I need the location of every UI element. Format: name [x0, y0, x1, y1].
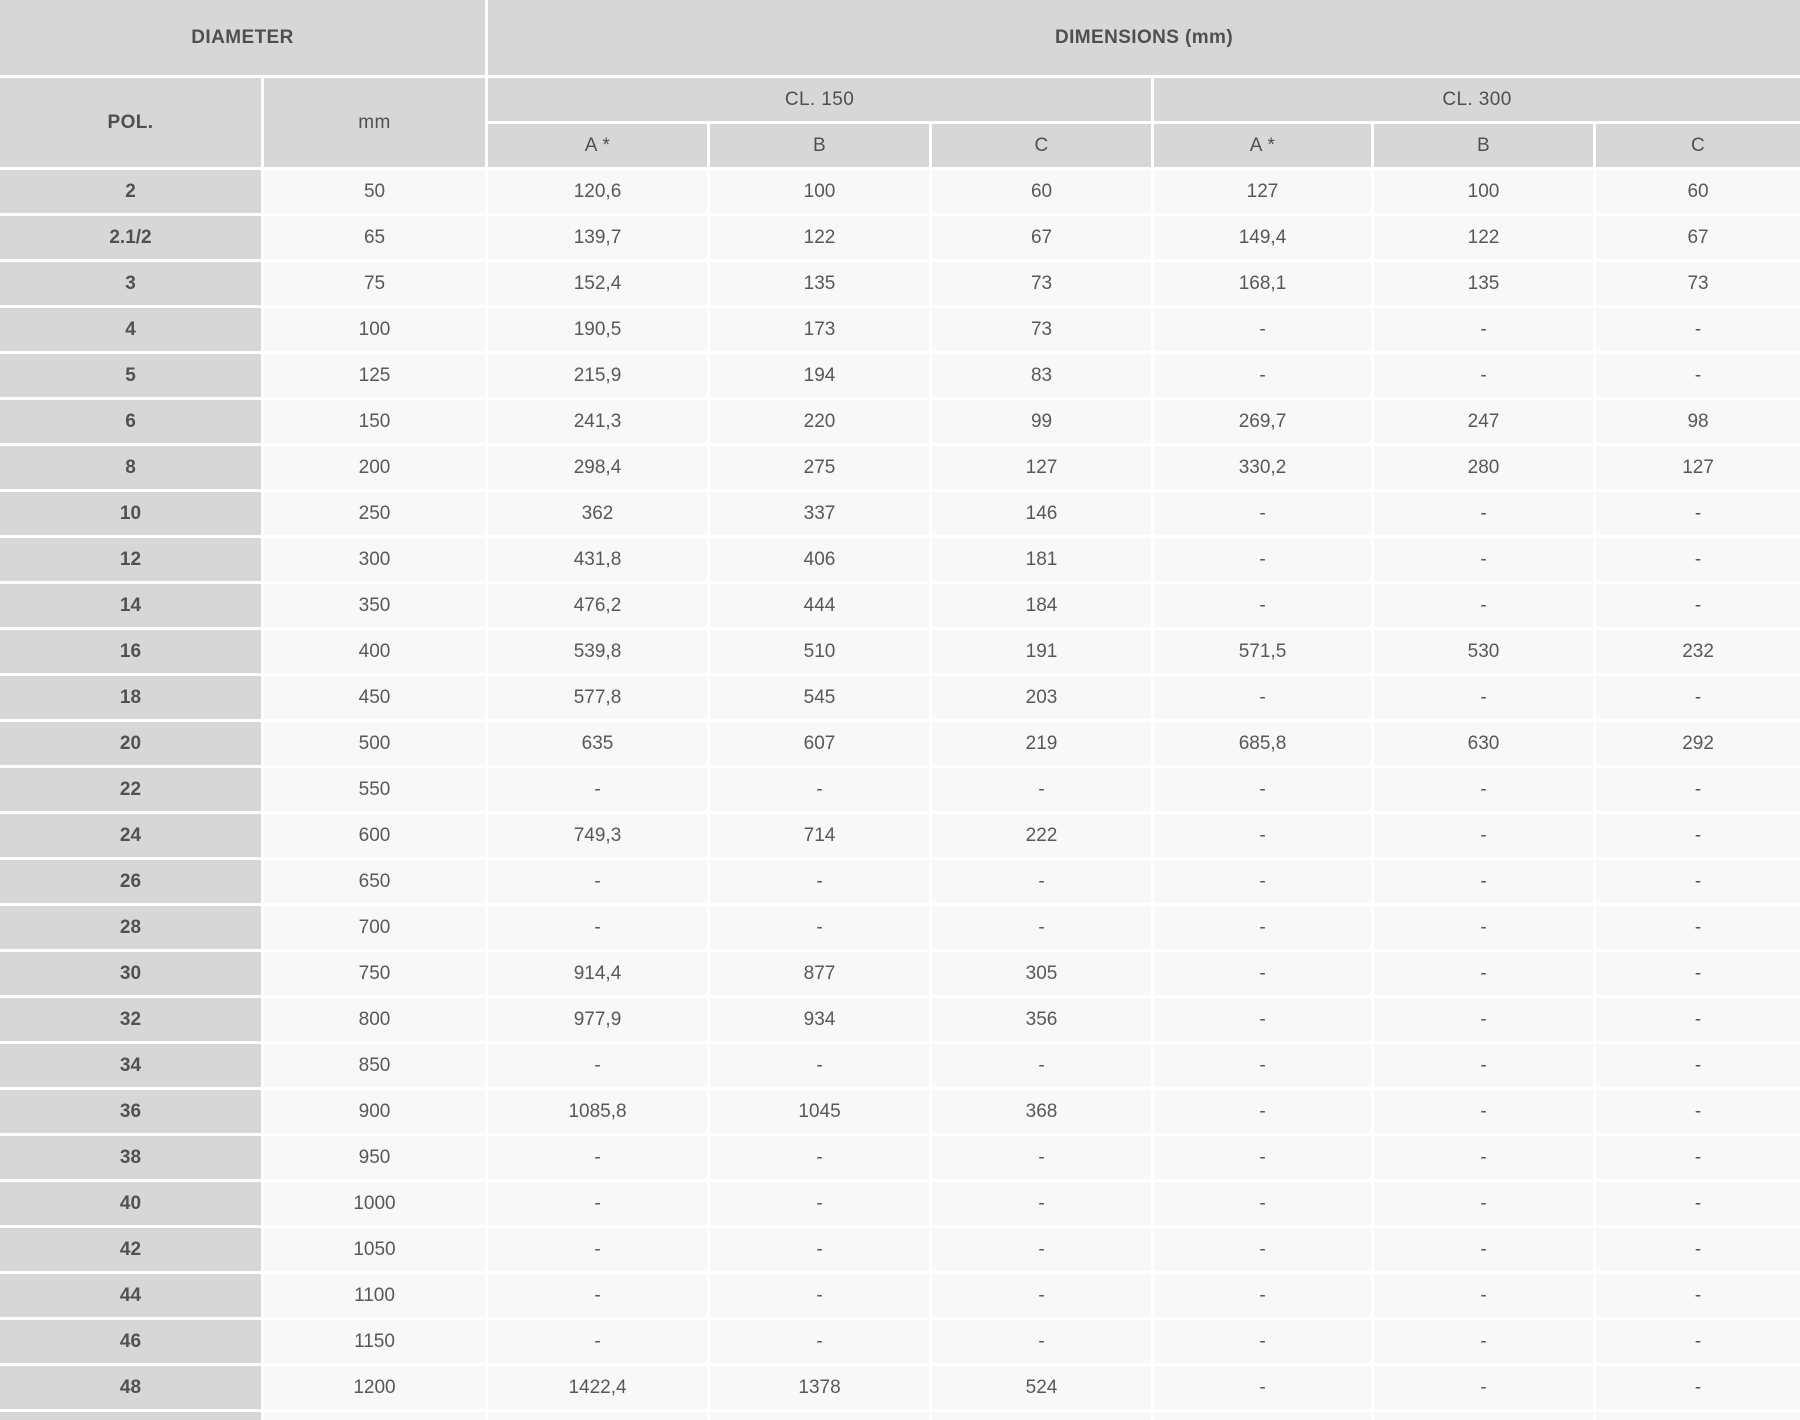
cell-cl150-c: 524	[932, 1366, 1151, 1409]
cell-cl300-b: 630	[1374, 722, 1593, 765]
cell-mm: 50	[264, 170, 485, 213]
cell-cl150-c: 127	[932, 446, 1151, 489]
cell-cl300-a: -	[1154, 1090, 1371, 1133]
cell-cl300-b: 530	[1374, 630, 1593, 673]
cell-cl300-a: -	[1154, 676, 1371, 719]
cell-mm: 850	[264, 1044, 485, 1087]
cell-cl150-b: -	[710, 1182, 929, 1225]
cell-cl300-a: -	[1154, 952, 1371, 995]
header-cl150-b: B	[710, 124, 929, 167]
cell-cl150-a: -	[488, 1320, 707, 1363]
cell-cl150-b: 194	[710, 354, 929, 397]
cell-cl300-b: -	[1374, 952, 1593, 995]
row-pol-label: 26	[0, 860, 261, 903]
cell-mm: 150	[264, 400, 485, 443]
row-pol-label: 48	[0, 1366, 261, 1409]
cell-cl150-b: 714	[710, 814, 929, 857]
cell-cl150-b: 934	[710, 998, 929, 1041]
cell-cl150-c: 181	[932, 538, 1151, 581]
cell-cl300-c: -	[1596, 1090, 1800, 1133]
cell-mm: 250	[264, 492, 485, 535]
cell-cl300-a: -	[1154, 538, 1371, 581]
cell-cl150-c: 203	[932, 676, 1151, 719]
cell-cl300-b: -	[1374, 492, 1593, 535]
cell-cl150-a: 977,9	[488, 998, 707, 1041]
cell-mm: 750	[264, 952, 485, 995]
cell-cl300-b: -	[1374, 676, 1593, 719]
cell-cl150-c: -	[932, 1182, 1151, 1225]
cell-cl300-a: -	[1154, 1044, 1371, 1087]
cell-mm: 950	[264, 1136, 485, 1179]
cell-cl150-b: -	[710, 1320, 929, 1363]
table-row	[0, 860, 1800, 903]
cell-cl300-c: -	[1596, 1136, 1800, 1179]
cell-cl300-a: -	[1154, 1228, 1371, 1271]
cell-cl150-a: -	[488, 860, 707, 903]
table-row	[0, 1228, 1800, 1271]
row-pol-label: 16	[0, 630, 261, 673]
cell-cl300-b: -	[1374, 308, 1593, 351]
cell-cl150-a: 152,4	[488, 262, 707, 305]
cell-cl300-b: -	[1374, 1320, 1593, 1363]
cell-cl150-b: -	[710, 1274, 929, 1317]
cell-cl150-b: 337	[710, 492, 929, 535]
row-pol-label: 5	[0, 354, 261, 397]
cell-cl300-c: -	[1596, 1320, 1800, 1363]
cell-cl300-c: -	[1596, 998, 1800, 1041]
cell-cl300-a: -	[1154, 1182, 1371, 1225]
header-cl150: CL. 150	[488, 78, 1151, 121]
cell-cl300-c: -	[1596, 1182, 1800, 1225]
table-row	[0, 906, 1800, 949]
cell-mm: 500	[264, 722, 485, 765]
cell-cl150-a: 539,8	[488, 630, 707, 673]
cell-cl150-c: 222	[932, 814, 1151, 857]
row-pol-label: 3	[0, 262, 261, 305]
header-cl300-c: C	[1596, 124, 1800, 167]
cell-cl300-c: -	[1596, 1366, 1800, 1409]
cell-cl150-b: 545	[710, 676, 929, 719]
cell-cl150-a: 139,7	[488, 216, 707, 259]
table-row	[0, 1182, 1800, 1225]
cell-cl300-c: 292	[1596, 722, 1800, 765]
cell-cl300-a: 168,1	[1154, 262, 1371, 305]
cell-cl300-a: 571,5	[1154, 630, 1371, 673]
cell-cl150-a: -	[488, 1274, 707, 1317]
table-row	[0, 354, 1800, 397]
cell-cl300-c: -	[1596, 584, 1800, 627]
cell-cl150-a: 577,8	[488, 676, 707, 719]
table-row	[0, 492, 1800, 535]
cell-mm: 1100	[264, 1274, 485, 1317]
cell-cl150-b: 877	[710, 952, 929, 995]
cell-cl150-b: 173	[710, 308, 929, 351]
table-row	[0, 216, 1800, 259]
cell-cl150-c: -	[932, 1274, 1151, 1317]
cell-cl150-c: 368	[932, 1090, 1151, 1133]
cell-cl300-c: -	[1596, 492, 1800, 535]
cell-cl150-c: -	[932, 1044, 1151, 1087]
cell-cl300-b: -	[1374, 538, 1593, 581]
cell-cl300-a: -	[1154, 584, 1371, 627]
cell-cl300-c: -	[1596, 308, 1800, 351]
cell-cl150-b: 100	[710, 170, 929, 213]
cell-cl300-b: -	[1374, 1182, 1593, 1225]
cell-cl150-a: -	[488, 1044, 707, 1087]
table-row	[0, 630, 1800, 673]
cell-cl300-a: -	[1154, 492, 1371, 535]
table-row	[0, 952, 1800, 995]
cell-cl150-a: -	[488, 1182, 707, 1225]
cell-cl150-b: 444	[710, 584, 929, 627]
cell-empty	[1374, 1412, 1593, 1420]
row-pol-label: 36	[0, 1090, 261, 1133]
row-pol-label: 46	[0, 1320, 261, 1363]
cell-cl300-c: -	[1596, 768, 1800, 811]
cell-empty	[710, 1412, 929, 1420]
cell-cl300-a: -	[1154, 860, 1371, 903]
row-pol-label: 32	[0, 998, 261, 1041]
cell-cl150-c: 60	[932, 170, 1151, 213]
cell-mm: 100	[264, 308, 485, 351]
cell-cl150-b: -	[710, 1044, 929, 1087]
table-row	[0, 1090, 1800, 1133]
row-pol-label: 24	[0, 814, 261, 857]
cell-cl150-a: 1085,8	[488, 1090, 707, 1133]
cell-cl150-c: 191	[932, 630, 1151, 673]
cell-mm: 350	[264, 584, 485, 627]
cell-cl300-b: -	[1374, 1366, 1593, 1409]
cell-cl150-a: 635	[488, 722, 707, 765]
table-row	[0, 1320, 1800, 1363]
cell-cl300-c: -	[1596, 354, 1800, 397]
cell-cl300-a: -	[1154, 768, 1371, 811]
cell-empty	[1154, 1412, 1371, 1420]
cell-cl300-a: -	[1154, 354, 1371, 397]
cell-mm: 400	[264, 630, 485, 673]
table-row	[0, 262, 1800, 305]
cell-cl300-b: 122	[1374, 216, 1593, 259]
cell-cl300-a: -	[1154, 308, 1371, 351]
cell-cl300-c: -	[1596, 1044, 1800, 1087]
row-pol-label: 14	[0, 584, 261, 627]
cell-cl300-a: -	[1154, 1274, 1371, 1317]
cell-cl150-b: 135	[710, 262, 929, 305]
header-cl300: CL. 300	[1154, 78, 1800, 121]
cell-cl150-c: -	[932, 906, 1151, 949]
table-row	[0, 538, 1800, 581]
cell-cl300-c: -	[1596, 676, 1800, 719]
cell-cl300-c: -	[1596, 1228, 1800, 1271]
cell-cl150-c: -	[932, 1320, 1151, 1363]
header-diameter: DIAMETER	[0, 0, 485, 75]
table-row	[0, 722, 1800, 765]
cell-cl300-b: 135	[1374, 262, 1593, 305]
table-row	[0, 1366, 1800, 1409]
header-cl300-b: B	[1374, 124, 1593, 167]
cell-mm: 600	[264, 814, 485, 857]
table-row	[0, 1136, 1800, 1179]
cell-cl300-b: -	[1374, 814, 1593, 857]
header-dimensions: DIMENSIONS (mm)	[488, 0, 1800, 75]
cell-mm: 1050	[264, 1228, 485, 1271]
cell-mm: 700	[264, 906, 485, 949]
cell-cl300-c: 98	[1596, 400, 1800, 443]
cell-cl150-c: 146	[932, 492, 1151, 535]
cell-cl300-b: -	[1374, 1136, 1593, 1179]
cell-cl150-a: 362	[488, 492, 707, 535]
cell-cl300-b: -	[1374, 354, 1593, 397]
cell-cl300-b: -	[1374, 1044, 1593, 1087]
cell-empty	[488, 1412, 707, 1420]
cell-cl150-c: 73	[932, 262, 1151, 305]
header-mm: mm	[264, 78, 485, 167]
cell-cl300-a: 269,7	[1154, 400, 1371, 443]
header-row-groups	[0, 0, 1800, 75]
cell-mm: 800	[264, 998, 485, 1041]
cell-cl300-c: 232	[1596, 630, 1800, 673]
row-pol-label	[0, 1412, 261, 1420]
table-row	[0, 998, 1800, 1041]
cell-cl150-c: -	[932, 768, 1151, 811]
cell-cl150-a: 1422,4	[488, 1366, 707, 1409]
cell-cl150-b: 220	[710, 400, 929, 443]
row-pol-label: 30	[0, 952, 261, 995]
cell-cl150-a: 298,4	[488, 446, 707, 489]
cell-mm: 550	[264, 768, 485, 811]
cell-cl150-b: 275	[710, 446, 929, 489]
cell-cl150-b: -	[710, 906, 929, 949]
cell-cl150-c: 184	[932, 584, 1151, 627]
header-pol: POL.	[0, 78, 261, 167]
cell-cl300-b: 100	[1374, 170, 1593, 213]
cell-cl300-c: -	[1596, 1274, 1800, 1317]
cell-cl150-a: 241,3	[488, 400, 707, 443]
row-pol-label: 6	[0, 400, 261, 443]
cell-cl300-b: 247	[1374, 400, 1593, 443]
table-row	[0, 814, 1800, 857]
cell-cl150-a: -	[488, 768, 707, 811]
cell-cl150-c: 99	[932, 400, 1151, 443]
cell-cl300-c: -	[1596, 906, 1800, 949]
cell-cl150-b: -	[710, 1136, 929, 1179]
cell-cl150-c: 356	[932, 998, 1151, 1041]
cell-cl300-a: 149,4	[1154, 216, 1371, 259]
cell-cl300-c: 67	[1596, 216, 1800, 259]
row-pol-label: 38	[0, 1136, 261, 1179]
cell-mm: 300	[264, 538, 485, 581]
cell-mm: 200	[264, 446, 485, 489]
cell-cl300-c: -	[1596, 538, 1800, 581]
cell-cl300-c: -	[1596, 860, 1800, 903]
row-pol-label: 28	[0, 906, 261, 949]
cell-cl150-b: 607	[710, 722, 929, 765]
cell-cl150-a: 749,3	[488, 814, 707, 857]
cell-cl150-a: -	[488, 1228, 707, 1271]
cell-cl150-a: 431,8	[488, 538, 707, 581]
cell-cl300-a: -	[1154, 906, 1371, 949]
cell-cl150-b: 122	[710, 216, 929, 259]
cell-cl150-c: 67	[932, 216, 1151, 259]
cell-mm: 1150	[264, 1320, 485, 1363]
cell-cl300-b: -	[1374, 1228, 1593, 1271]
table-row	[0, 1274, 1800, 1317]
cell-cl150-a: 476,2	[488, 584, 707, 627]
row-pol-label: 8	[0, 446, 261, 489]
row-pol-label: 40	[0, 1182, 261, 1225]
cell-cl150-b: -	[710, 860, 929, 903]
cell-cl300-a: 330,2	[1154, 446, 1371, 489]
cell-cl300-c: -	[1596, 814, 1800, 857]
cell-cl300-a: -	[1154, 998, 1371, 1041]
row-pol-label: 34	[0, 1044, 261, 1087]
cell-cl300-a: -	[1154, 814, 1371, 857]
cell-empty	[932, 1412, 1151, 1420]
cell-cl300-b: -	[1374, 584, 1593, 627]
cell-cl300-b: -	[1374, 1274, 1593, 1317]
cell-cl150-c: -	[932, 1136, 1151, 1179]
header-cl150-c: C	[932, 124, 1151, 167]
row-pol-label: 2	[0, 170, 261, 213]
cell-cl150-a: 215,9	[488, 354, 707, 397]
row-pol-label: 12	[0, 538, 261, 581]
cell-cl300-b: 280	[1374, 446, 1593, 489]
row-pol-label: 2.1/2	[0, 216, 261, 259]
cell-cl150-c: 219	[932, 722, 1151, 765]
row-pol-label: 10	[0, 492, 261, 535]
cell-cl150-c: -	[932, 860, 1151, 903]
cell-cl300-a: -	[1154, 1366, 1371, 1409]
cell-mm: 65	[264, 216, 485, 259]
cell-cl300-c: -	[1596, 952, 1800, 995]
table-header	[0, 0, 1800, 167]
table-body	[0, 170, 1800, 1420]
table-row	[0, 400, 1800, 443]
cell-cl300-c: 127	[1596, 446, 1800, 489]
cell-cl150-b: -	[710, 1228, 929, 1271]
cell-mm: 75	[264, 262, 485, 305]
cell-cl300-c: 60	[1596, 170, 1800, 213]
cell-cl150-c: 73	[932, 308, 1151, 351]
cell-mm: 125	[264, 354, 485, 397]
cell-cl300-b: -	[1374, 998, 1593, 1041]
cell-cl300-a: 685,8	[1154, 722, 1371, 765]
cell-cl150-a: 914,4	[488, 952, 707, 995]
header-cl300-a: A *	[1154, 124, 1371, 167]
cell-cl150-c: -	[932, 1228, 1151, 1271]
row-pol-label: 4	[0, 308, 261, 351]
row-pol-label: 42	[0, 1228, 261, 1271]
cell-cl300-b: -	[1374, 1090, 1593, 1133]
cell-cl150-c: 305	[932, 952, 1151, 995]
cell-mm: 1200	[264, 1366, 485, 1409]
table-row	[0, 584, 1800, 627]
cell-empty	[1596, 1412, 1800, 1420]
cell-cl300-a: 127	[1154, 170, 1371, 213]
cell-cl300-a: -	[1154, 1136, 1371, 1179]
cell-cl150-a: 190,5	[488, 308, 707, 351]
header-row-classes	[0, 78, 1800, 121]
header-cl150-a: A *	[488, 124, 707, 167]
cell-cl300-b: -	[1374, 860, 1593, 903]
cell-cl150-b: 406	[710, 538, 929, 581]
cell-cl150-a: -	[488, 1136, 707, 1179]
table-row	[0, 768, 1800, 811]
row-pol-label: 20	[0, 722, 261, 765]
table-row	[0, 446, 1800, 489]
cell-mm: 650	[264, 860, 485, 903]
table-row	[0, 1044, 1800, 1087]
cell-cl150-b: 1378	[710, 1366, 929, 1409]
row-pol-label: 18	[0, 676, 261, 719]
cell-empty	[264, 1412, 485, 1420]
cell-cl150-b: 1045	[710, 1090, 929, 1133]
cell-cl150-a: 120,6	[488, 170, 707, 213]
cell-cl150-b: 510	[710, 630, 929, 673]
cell-cl150-b: -	[710, 768, 929, 811]
cell-mm: 1000	[264, 1182, 485, 1225]
table-row	[0, 170, 1800, 213]
cell-cl150-a: -	[488, 906, 707, 949]
row-pol-label: 44	[0, 1274, 261, 1317]
table-row	[0, 308, 1800, 351]
table-row-clipped	[0, 1412, 1800, 1420]
cell-cl300-b: -	[1374, 906, 1593, 949]
cell-cl300-b: -	[1374, 768, 1593, 811]
cell-cl300-a: -	[1154, 1320, 1371, 1363]
row-pol-label: 22	[0, 768, 261, 811]
cell-cl300-c: 73	[1596, 262, 1800, 305]
cell-mm: 900	[264, 1090, 485, 1133]
cell-mm: 450	[264, 676, 485, 719]
cell-cl150-c: 83	[932, 354, 1151, 397]
table-row	[0, 676, 1800, 719]
